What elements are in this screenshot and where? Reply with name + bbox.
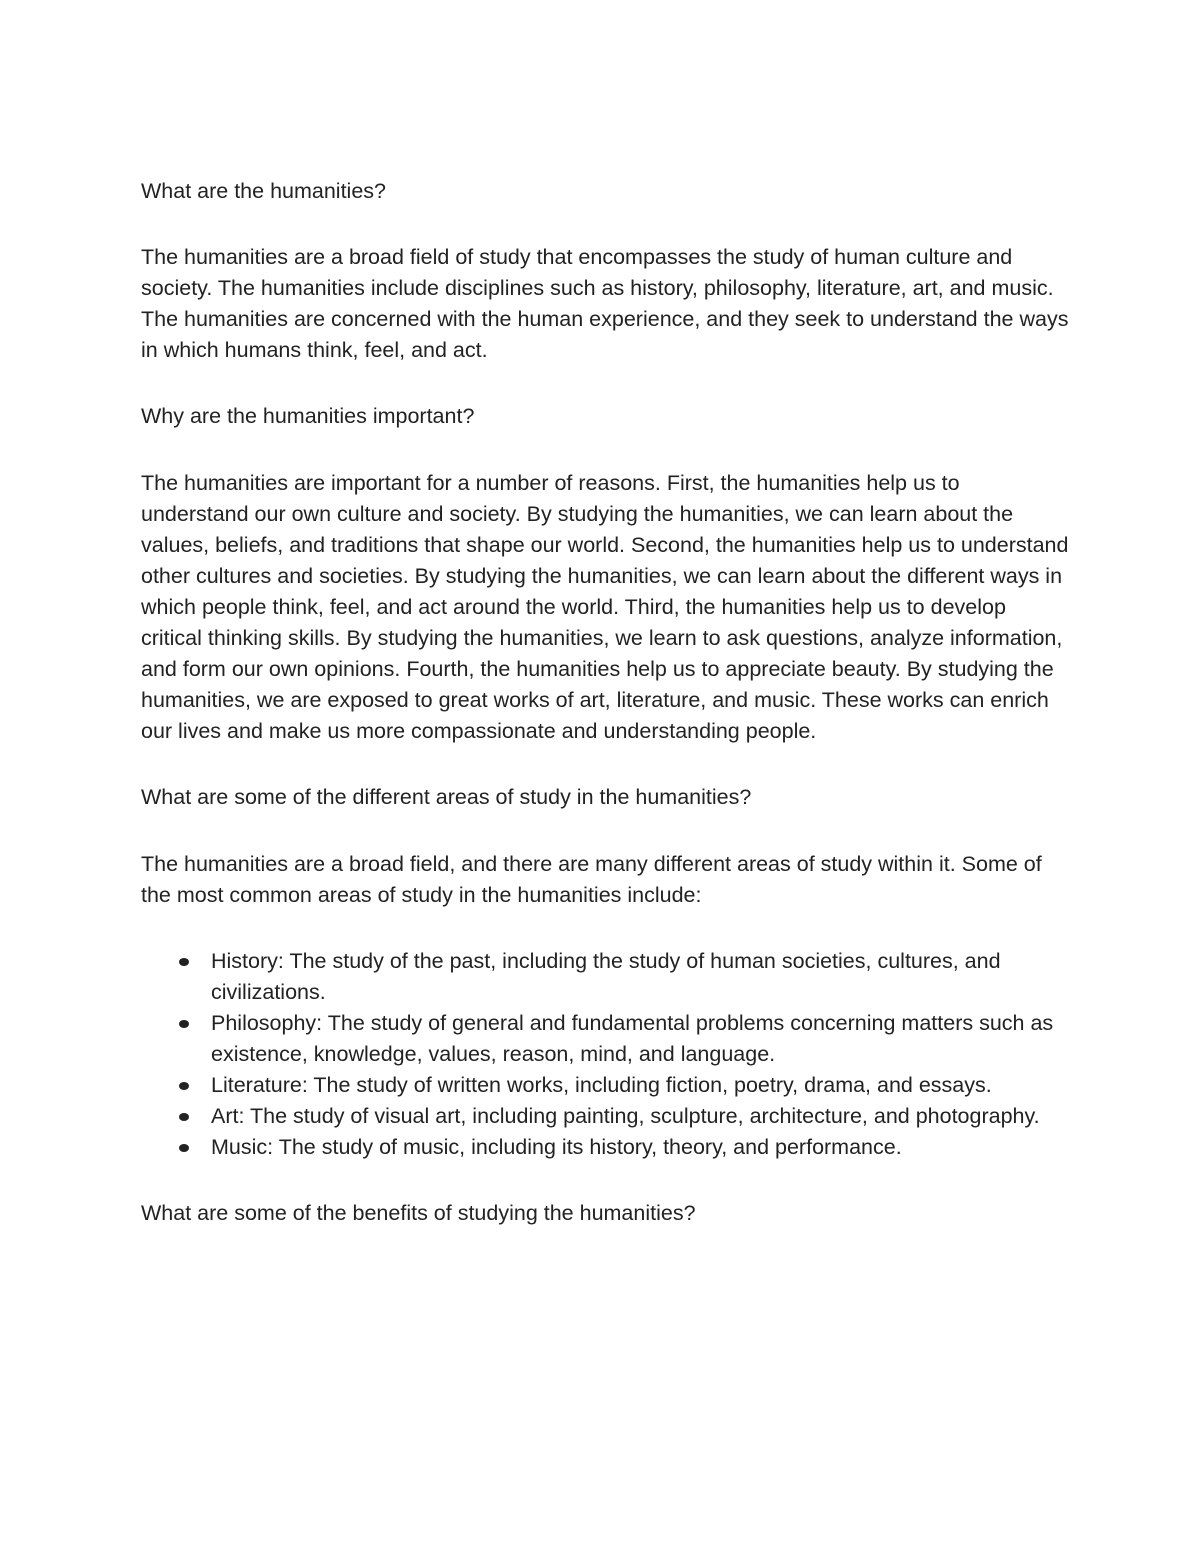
section-heading: What are the humanities? [141,179,386,203]
bullet-icon [179,958,189,966]
list-item-text: Literature: The study of written works, including fiction, poetry, drama, and essays. [211,1073,992,1098]
document-content [141,176,1071,1264]
section-paragraph: The humanities are a broad field of study that encompasses the study of human culture and society. The humanities include disciplines such as history, philosophy, literature, art, and music. The humanities are concerned with the human experience, and they seek to understand the ways in which humans think, feel, and act. [141,245,1069,363]
bullet-icon [179,1113,189,1121]
list-item-text: Art: The study of visual art, including painting, sculpture, architecture, and photography. [211,1104,1040,1129]
list-item [141,1101,1071,1132]
bullet-icon [179,1144,189,1152]
list-item [141,1070,1071,1101]
areas-of-study-list [141,946,1071,1164]
section-heading: What are some of the different areas of study in the humanities? [141,785,752,810]
list-item-text: Music: The study of music, including its history, theory, and performance. [211,1135,902,1160]
bullet-icon [179,1020,189,1028]
list-item [141,946,1071,1008]
bullet-icon [179,1082,189,1090]
section-paragraph: The humanities are a broad field, and there are many different areas of study within it. Some of the most common areas of study in the humanities include: [141,851,1042,907]
section-heading: Why are the humanities important? [141,404,475,429]
list-item-text: History: The study of the past, including the study of human societies, cultures, and civilizations. [211,948,1001,1004]
list-item [141,1132,1071,1163]
section-heading: What are some of the benefits of studying the humanities? [141,1201,696,1226]
section-paragraph: The humanities are important for a number of reasons. First, the humanities help us to understand our own culture and society. By studying the humanities, we can learn about the values, beliefs, and traditions that shape our world. Second, the humanities help us to understand other cultures and societies. By studying the humanities, we can learn about the different ways in which people think, feel, and act around the world. Third, the humanities help us to develop critical thinking skills. By studying the humanities, we learn to ask questions, analyze information, and form our own opinions. Fourth, the humanities help us to appreciate beauty. By studying the humanities, we are exposed to great works of art, literature, and music. These works can enrich our lives and make us more compassionate and understanding people. [141,470,1069,744]
list-item [141,1008,1071,1070]
list-item-text: Philosophy: The study of general and fundamental problems concerning matters such as existence, knowledge, values, reason, mind, and language. [211,1010,1054,1066]
